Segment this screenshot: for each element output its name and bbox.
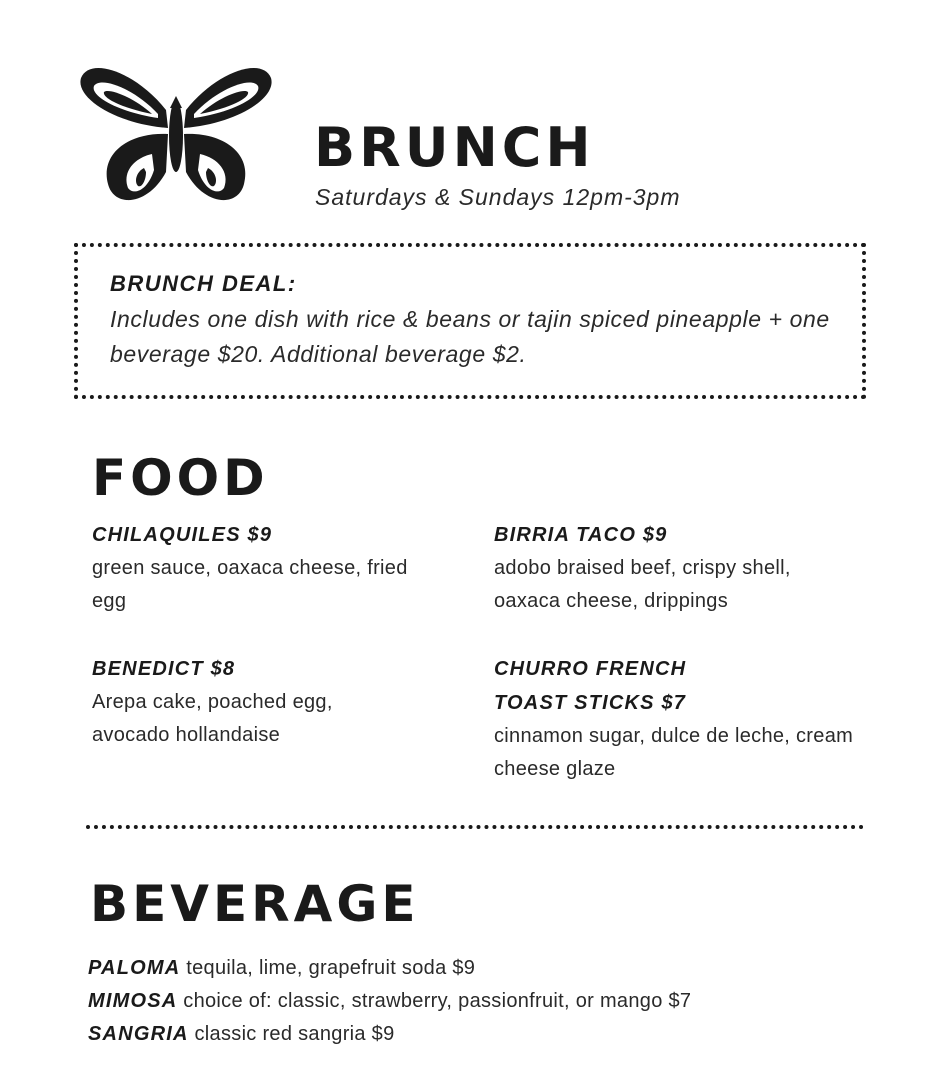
list-item bbox=[88, 1018, 908, 1051]
hours-subtitle: Saturdays & Sundays 12pm-3pm bbox=[315, 184, 681, 210]
food-item-name: BIRRIA TACO $9 bbox=[494, 524, 668, 546]
food-item-description: cinnamon sugar, dulce de leche, cream cheese glaze bbox=[494, 725, 854, 780]
brunch-deal-box bbox=[74, 243, 866, 399]
page-title: BRUNCH bbox=[314, 116, 595, 179]
beverage-description: choice of: classic, strawberry, passionfruit, or mango $7 bbox=[183, 990, 692, 1012]
beverage-name: PALOMA bbox=[88, 957, 181, 979]
deal-description: Includes one dish with rice & beans or tajin spiced pineapple + one beverage $20. Additional beverage $2. bbox=[110, 306, 830, 367]
list-item bbox=[88, 952, 908, 985]
beverage-list bbox=[88, 952, 908, 1051]
food-item-name: BENEDICT $8 bbox=[92, 658, 236, 680]
food-item-description: Arepa cake, poached egg, avocado hollandaise bbox=[92, 691, 333, 746]
beverage-description: classic red sangria $9 bbox=[194, 1023, 395, 1045]
beverage-description: tequila, lime, grapefruit soda $9 bbox=[186, 957, 476, 979]
food-item-name: CHILAQUILES $9 bbox=[92, 524, 273, 546]
section-divider bbox=[86, 825, 864, 829]
beverage-section-title: BEVERAGE bbox=[90, 875, 420, 933]
food-section-title: FOOD bbox=[92, 449, 269, 507]
butterfly-icon bbox=[78, 62, 274, 208]
food-item-description: adobo braised beef, crispy shell, oaxaca cheese, drippings bbox=[494, 557, 791, 612]
food-item bbox=[494, 652, 874, 786]
food-item bbox=[494, 518, 874, 618]
food-item bbox=[92, 518, 472, 618]
food-item bbox=[92, 652, 472, 752]
food-item-name: CHURRO FRENCH TOAST STICKS $7 bbox=[494, 658, 687, 714]
deal-title: BRUNCH DEAL: bbox=[110, 271, 297, 296]
food-item-description: green sauce, oaxaca cheese, fried egg bbox=[92, 557, 408, 612]
beverage-name: MIMOSA bbox=[88, 990, 178, 1012]
beverage-name: SANGRIA bbox=[88, 1023, 189, 1045]
list-item bbox=[88, 985, 908, 1018]
